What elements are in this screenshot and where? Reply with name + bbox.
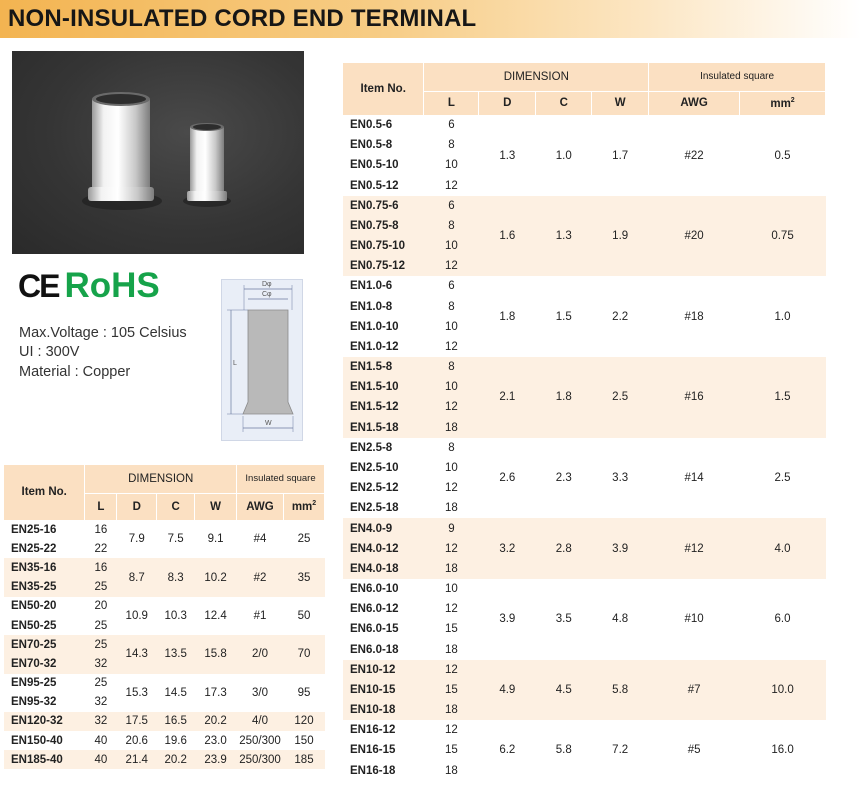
c-cell: 3.5 [555, 613, 572, 626]
table-row [4, 674, 325, 693]
awg-cell: #10 [684, 613, 704, 626]
item-no-cell: EN10-12 [350, 663, 396, 676]
mm2-cell: 150 [294, 734, 314, 747]
length-cell: 18 [445, 704, 458, 717]
header-c: C [157, 493, 195, 520]
awg-cell: #22 [684, 149, 704, 162]
mm2-cell: 0.75 [771, 230, 794, 243]
item-no-cell: EN95-32 [11, 696, 57, 709]
table-row [343, 660, 826, 680]
c-cell: 1.8 [555, 391, 572, 404]
item-no-cell: EN95-25 [11, 677, 57, 690]
item-no-cell: EN1.0-8 [350, 300, 393, 313]
d-cell: 15.3 [125, 686, 148, 699]
table-row [4, 750, 325, 769]
spec-material: Material : Copper [19, 364, 131, 380]
header-insulated-square: Insulated square [237, 465, 325, 493]
item-no-cell: EN2.5-12 [350, 482, 399, 495]
awg-cell: 250/300 [239, 734, 281, 747]
item-no-cell: EN185-40 [11, 753, 63, 766]
item-no-cell: EN16-12 [350, 724, 396, 737]
header-dimension: DIMENSION [85, 465, 237, 493]
item-no-cell: EN0.75-10 [350, 240, 405, 253]
item-no-cell: EN1.5-12 [350, 401, 399, 414]
header-insulated-square: Insulated square [649, 63, 826, 91]
table-row [343, 357, 826, 377]
c-cell: 13.5 [164, 648, 187, 661]
length-cell: 25 [94, 619, 108, 632]
item-no-cell: EN4.0-9 [350, 522, 393, 535]
item-no-cell: EN1.0-10 [350, 320, 399, 333]
d-cell: 3.2 [499, 542, 516, 555]
c-cell: 1.3 [555, 230, 572, 243]
diagram-c-label: Cφ [262, 291, 272, 298]
length-cell: 6 [448, 199, 455, 212]
length-cell: 12 [445, 260, 458, 273]
w-cell: 9.1 [207, 533, 224, 546]
item-no-cell: EN1.5-8 [350, 361, 393, 374]
table-row [343, 438, 826, 458]
item-no-cell: EN50-25 [11, 619, 57, 632]
item-no-cell: EN0.75-6 [350, 199, 399, 212]
ce-mark: CE [18, 267, 59, 304]
mm2-cell: 25 [297, 533, 311, 546]
length-cell: 10 [445, 159, 458, 172]
item-no-cell: EN0.75-12 [350, 260, 405, 273]
awg-cell: #16 [684, 391, 704, 404]
item-no-cell: EN25-16 [11, 523, 57, 536]
d-cell: 10.9 [125, 609, 148, 622]
item-no-cell: EN6.0-10 [350, 583, 399, 596]
mm2-cell: 50 [297, 609, 311, 622]
length-cell: 22 [94, 542, 108, 555]
length-cell: 8 [448, 300, 455, 313]
length-cell: 8 [448, 139, 455, 152]
length-cell: 20 [94, 600, 108, 613]
header-w: W [195, 493, 237, 520]
w-cell: 10.2 [204, 571, 227, 584]
table-row [343, 276, 826, 296]
header-awg: AWG [649, 91, 740, 115]
item-no-cell: EN0.5-12 [350, 179, 399, 192]
length-cell: 32 [94, 696, 108, 709]
awg-cell: 2/0 [252, 648, 269, 661]
awg-cell: #5 [687, 744, 701, 757]
length-cell: 32 [94, 715, 108, 728]
c-cell: 2.3 [555, 472, 572, 485]
c-cell: 1.0 [555, 149, 572, 162]
header-mm2: $mm^2$ [740, 91, 826, 115]
spec-table-large [4, 465, 325, 769]
item-no-cell: EN10-18 [350, 704, 396, 717]
header-l: L [85, 493, 117, 520]
awg-cell: 4/0 [252, 715, 269, 728]
certification-logos [18, 266, 160, 306]
d-cell: 1.8 [499, 310, 516, 323]
item-no-cell: EN4.0-18 [350, 562, 399, 575]
c-cell: 20.2 [164, 753, 187, 766]
length-cell: 12 [445, 401, 458, 414]
spec-table-small [343, 63, 826, 781]
length-cell: 15 [445, 623, 458, 636]
table-row [4, 635, 325, 654]
length-cell: 18 [445, 502, 458, 515]
product-photo [12, 51, 304, 254]
item-no-cell: EN50-20 [11, 600, 57, 613]
header-w: W [592, 91, 649, 115]
w-cell: 2.2 [612, 310, 629, 323]
header-d: D [117, 493, 157, 520]
spec-voltage: Max.Voltage : 105 Celsius [19, 325, 187, 341]
length-cell: 9 [448, 522, 455, 535]
mm2-cell: 95 [297, 686, 311, 699]
awg-cell: #14 [684, 472, 704, 485]
table-row [4, 597, 325, 616]
c-cell: 14.5 [164, 686, 187, 699]
length-cell: 16 [94, 523, 108, 536]
length-cell: 8 [448, 361, 455, 374]
length-cell: 12 [445, 482, 458, 495]
length-cell: 10 [445, 320, 458, 333]
item-no-cell: EN1.5-10 [350, 381, 399, 394]
mm2-cell: 10.0 [771, 683, 794, 696]
item-no-cell: EN25-22 [11, 542, 57, 555]
d-cell: 3.9 [499, 613, 516, 626]
awg-cell: #18 [684, 310, 704, 323]
d-cell: 14.3 [125, 648, 148, 661]
c-cell: 8.3 [167, 571, 184, 584]
item-no-cell: EN0.5-6 [350, 119, 393, 132]
d-cell: 1.3 [499, 149, 516, 162]
table-row [4, 520, 325, 539]
awg-cell: #20 [684, 230, 704, 243]
d-cell: 7.9 [128, 533, 145, 546]
dimension-diagram [221, 279, 303, 441]
w-cell: 7.2 [612, 744, 629, 757]
d-cell: 17.5 [125, 715, 148, 728]
w-cell: 1.9 [612, 230, 629, 243]
c-cell: 4.5 [555, 683, 572, 696]
mm2-cell: 70 [297, 648, 311, 661]
table-row [4, 558, 325, 577]
table-row [343, 196, 826, 216]
length-cell: 12 [445, 179, 458, 192]
table-row [4, 712, 325, 731]
mm2-cell: 6.0 [774, 613, 791, 626]
d-cell: 8.7 [128, 571, 145, 584]
d-cell: 2.1 [499, 391, 516, 404]
table-row [343, 720, 826, 740]
header-item-no: Item No. [343, 63, 424, 115]
d-cell: 2.6 [499, 472, 516, 485]
w-cell: 3.9 [612, 542, 629, 555]
length-cell: 40 [94, 753, 108, 766]
length-cell: 10 [445, 462, 458, 474]
header-c: C [536, 91, 592, 115]
length-cell: 6 [448, 119, 455, 132]
item-no-cell: EN0.5-10 [350, 159, 399, 172]
awg-cell: #1 [253, 609, 267, 622]
w-cell: 15.8 [204, 648, 227, 661]
length-cell: 12 [445, 724, 458, 737]
mm2-cell: 120 [294, 715, 314, 728]
diagram-w-label: W [265, 420, 272, 427]
item-no-cell: EN2.5-10 [350, 462, 399, 474]
diagram-l-label: L [233, 360, 237, 367]
length-cell: 10 [445, 381, 458, 394]
length-cell: 10 [445, 583, 458, 596]
w-cell: 1.7 [612, 149, 629, 162]
d-cell: 6.2 [499, 744, 516, 757]
w-cell: 17.3 [204, 686, 227, 699]
item-no-cell: EN1.0-6 [350, 280, 393, 293]
length-cell: 18 [445, 764, 458, 777]
c-cell: 5.8 [555, 744, 572, 757]
item-no-cell: EN1.0-12 [350, 340, 399, 353]
awg-cell: 3/0 [252, 686, 269, 699]
d-cell: 1.6 [499, 230, 516, 243]
mm2-cell: 1.5 [774, 391, 791, 404]
awg-cell: #4 [253, 533, 267, 546]
item-no-cell: EN70-25 [11, 638, 57, 651]
length-cell: 15 [445, 744, 458, 757]
length-cell: 12 [445, 340, 458, 353]
d-cell: 20.6 [125, 734, 148, 747]
length-cell: 25 [94, 581, 108, 594]
header-awg: AWG [237, 493, 284, 520]
mm2-cell: 0.5 [774, 149, 791, 162]
c-cell: 10.3 [164, 609, 187, 622]
w-cell: 2.5 [612, 391, 629, 404]
length-cell: 18 [445, 421, 458, 434]
item-no-cell: EN10-15 [350, 683, 396, 696]
item-no-cell: EN6.0-18 [350, 643, 399, 656]
table-row [343, 518, 826, 538]
mm2-cell: 35 [297, 571, 311, 584]
item-no-cell: EN6.0-12 [350, 603, 399, 616]
item-no-cell: EN16-15 [350, 744, 396, 757]
item-no-cell: EN70-32 [11, 657, 57, 670]
table-row [343, 115, 826, 135]
length-cell: 32 [94, 657, 108, 670]
length-cell: 6 [448, 280, 455, 293]
item-no-cell: EN1.5-18 [350, 421, 399, 434]
length-cell: 12 [445, 663, 458, 676]
d-cell: 4.9 [499, 683, 516, 696]
awg-cell: #12 [684, 542, 704, 555]
table-row [343, 579, 826, 599]
awg-cell: #7 [687, 683, 701, 696]
header-l: L [424, 91, 479, 115]
c-cell: 7.5 [167, 533, 184, 546]
item-no-cell: EN16-18 [350, 764, 396, 777]
w-cell: 3.3 [612, 472, 629, 485]
rohs-mark: RoHS [64, 266, 160, 305]
c-cell: 16.5 [164, 715, 187, 728]
header-dimension: DIMENSION [424, 63, 649, 91]
w-cell: 23.0 [204, 734, 227, 747]
spec-ui: UI : 300V [19, 344, 80, 360]
length-cell: 16 [94, 561, 108, 574]
table-row [4, 731, 325, 750]
w-cell: 5.8 [612, 683, 629, 696]
mm2-cell: 2.5 [774, 472, 791, 485]
length-cell: 8 [448, 441, 455, 454]
length-cell: 25 [94, 677, 108, 690]
item-no-cell: EN6.0-15 [350, 623, 399, 636]
length-cell: 15 [445, 683, 458, 696]
item-no-cell: EN0.75-8 [350, 219, 399, 232]
header-mm2: $mm^2$ [284, 493, 325, 520]
mm2-cell: 185 [294, 753, 314, 766]
c-cell: 1.5 [555, 310, 572, 323]
item-no-cell: EN2.5-8 [350, 441, 393, 454]
length-cell: 12 [445, 542, 458, 555]
c-cell: 2.8 [555, 542, 572, 555]
mm2-cell: 1.0 [774, 310, 791, 323]
diagram-d-label: Dφ [262, 281, 272, 288]
mm2-cell: 4.0 [774, 542, 791, 555]
item-no-cell: EN35-25 [11, 581, 57, 594]
header-item-no: Item No. [4, 465, 85, 520]
item-no-cell: EN120-32 [11, 715, 63, 728]
c-cell: 19.6 [164, 734, 187, 747]
title-bar [0, 0, 861, 38]
item-no-cell: EN35-16 [11, 561, 57, 574]
length-cell: 18 [445, 643, 458, 656]
length-cell: 18 [445, 562, 458, 575]
length-cell: 25 [94, 638, 108, 651]
length-cell: 40 [94, 734, 108, 747]
d-cell: 21.4 [125, 753, 148, 766]
item-no-cell: EN4.0-12 [350, 542, 399, 555]
item-no-cell: EN0.5-8 [350, 139, 393, 152]
w-cell: 20.2 [204, 715, 227, 728]
awg-cell: #2 [253, 571, 267, 584]
length-cell: 10 [445, 240, 458, 253]
page-title: NON-INSULATED CORD END TERMINAL [8, 5, 477, 32]
item-no-cell: EN2.5-18 [350, 502, 399, 515]
w-cell: 4.8 [612, 613, 629, 626]
awg-cell: 250/300 [239, 753, 281, 766]
w-cell: 12.4 [204, 609, 227, 622]
length-cell: 12 [445, 603, 458, 616]
header-d: D [479, 91, 536, 115]
length-cell: 8 [448, 219, 455, 232]
item-no-cell: EN150-40 [11, 734, 63, 747]
w-cell: 23.9 [204, 753, 227, 766]
mm2-cell: 16.0 [771, 744, 794, 757]
